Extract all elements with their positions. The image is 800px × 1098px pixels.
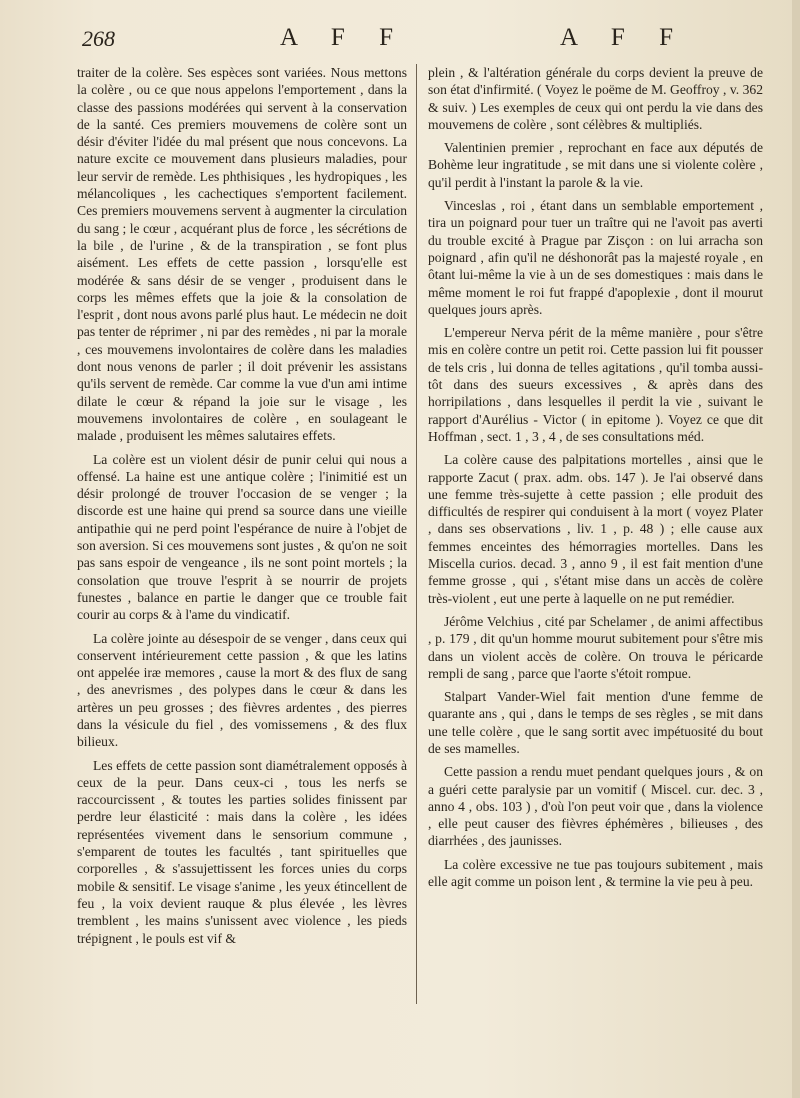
paragraph: La colère est un violent désir de punir celui qui nous a offensé. La haine est une antique colère ; l'inimitié est un désir prolongé de trouver l'occasion de se venger ; la discorde est une haine qui prend sa source dans une vieille antipathie qui ne perd point l'espérance de nuire à l'objet de son aversion. Si ces mouvemens sont justes , & qu'on ne soit pas sans espoir de vengeance , ils ne sont point mortels ; la consolation que trouve l'esprit à se nourrir de projets funestes , balance en partie le danger que ce trouble fait courir au corps & à l'ame du vindicatif. xyxy=(77,451,407,623)
page-edge xyxy=(792,0,800,1098)
running-head-left: A F F xyxy=(280,24,407,51)
paragraph: Valentinien premier , reprochant en face aux députés de Bohème leur ingratitude , se mit dans une si violente colère , qu'il perdit à l'instant la parole & la vie. xyxy=(428,140,763,190)
paragraph: plein , & l'altération générale du corps devient la preuve de son état d'infirmité. ( Voyez le poëme de M. Geoffroy , v. 362 & suiv. ) Les exemples de ceux qui ont perdu la vie dans des mouvemens de colère , sont célèbres & multipliés. xyxy=(428,65,763,132)
paragraph: traiter de la colère. Ses espèces sont variées. Nous mettons la colère , ou ce que nous appelons l'emportement , dans la classe des passions modérées qui servent à la conservation de la santé. Ces premiers mouvemens de colère sont un désir d'éviter l'idée du mal présent que nous concevons. La nature excite ce mouvement dans plusieurs maladies, pour leur servir de remède. Les phthisiques , les hydropiques , les mélancoliques , les cachectiques s'emportent facilement. Ces premiers mouvemens servent à augmenter la circulation du sang ; le cœur , acquérant plus de force , les sécrétions de la bile , de l'urine , & de la transpiration , se font plus aisément. Les effets de cette passion , lorsqu'elle est modérée & sans désir de se venger , produisent dans le corps les mêmes effets que la joie & la consolation de l'esprit , dont nous avons parlé plus haut. Le médecin ne doit pas tenter de réprimer , ni par des remèdes , ni par la morale , ces mouvemens involontaires de colère dans les maladies dont nous venons de parler ; il doit prévenir les assistans qu'ils servent de remède. Car comme la vue d'un ami intime dilate le cœur & répand la joie sur le visage , les mouvemens involontaires de colère , en soulageant le malade , produisent les mêmes salutaires effets. xyxy=(77,65,407,444)
paragraph: La colère cause des palpitations mortelles , ainsi que le rapporte Zacut ( prax. adm. obs. 147 ). Je l'ai observé dans une femme très-sujette à cette passion ; elle produit des difficultés de respirer qui conduisent à la mort ( voyez Plater , dans ses observations , liv. 1 , p. 48 ) ; elle cause aux femmes enceintes des hémorragies mortelles. Dans les Miscella curios. decad. 3 , anno 9 , il est fait mention d'une femme grosse , qui , s'étant mise dans un accès de colère très-violent , eut une perte à laquelle on ne put remédier. xyxy=(428,452,763,606)
paragraph: Stalpart Vander-Wiel fait mention d'une femme de quarante ans , qui , dans le temps de ses règles , se mit dans une telle colère , que le sang sortit avec impétuosité du bout de ses mamelles. xyxy=(428,689,763,756)
paragraph: La colère excessive ne tue pas toujours subitement , mais elle agit comme un poison lent , & termine la vie peu à peu. xyxy=(428,856,763,890)
right-column xyxy=(428,64,763,890)
page-header xyxy=(70,22,740,56)
paragraph: Jérôme Velchius , cité par Schelamer , de animi affectibus , p. 179 , dit qu'un homme mourut subitement pour s'être mis dans un violent accès de colère. On trouva le péricarde rempli de sang , parce que l'aorte s'étoit rompue. xyxy=(428,613,763,681)
page-number: 268 xyxy=(82,26,115,51)
column-divider xyxy=(416,64,417,1004)
left-column xyxy=(77,64,407,947)
paragraph: Vinceslas , roi , étant dans un semblable emportement , tira un poignard pour tuer un traître qui ne l'avoit pas averti du trouble excité à Prague par Zisçon : on lui arracha son poignard , afin qu'il ne déshonorât pas la majesté royale , en ôtant lui-même la vie à un de ses domestiques : mais dans le même moment le roi fut frappé d'apoplexie , dont il mourut quelques jours après. xyxy=(428,198,763,317)
paragraph: Cette passion a rendu muet pendant quelques jours , & on a guéri cette paralysie par un vomitif ( Miscel. cur. dec. 3 , anno 4 , obs. 103 ) , d'où l'on peut voir que , dans la violence , elle peut causer des fièvres éphémères , bilieuses , des diarrhées , des jaunisses. xyxy=(428,764,763,849)
paragraph: L'empereur Nerva périt de la même manière , pour s'être mis en colère contre un petit roi. Cette passion lui fit pousser de tels cris , lui donna de telles agitations , qu'il tomba aussi-tôt dans des sueurs excessives , & après dans des horripilations , dans lesquelles il perdit la vie , suivant le rapport d'Aurélius - Victor ( in epitome ). Voyez ce que dit Hoffman , sect. 1 , 3 , 4 , de ses consultations méd. xyxy=(428,325,763,444)
paragraph: Les effets de cette passion sont diamétralement opposés à ceux de la peur. Dans ceux-ci , tous les nerfs se raccourcissent , & toutes les parties solides finissent par perdre leur élasticité : mais dans la colère , les idées représentées vivement dans le sensorium commune , s'emparent de toutes les facultés , tant spirituelles que corporelles , & s'assujettissent les forces unies du corps mobile & sensitif. Le visage s'anime , les yeux étincellent de feu , la voix devient rauque & plus élevée , les lèvres tremblent , les mains s'unissent avec violence , les pieds trépignent , le pouls est vif & xyxy=(77,757,407,946)
running-head-right: A F F xyxy=(560,24,687,51)
paragraph: La colère jointe au désespoir de se venger , dans ceux qui conservent intérieurement cette passion , & que les latins ont appelée iræ memores , cause la mort & des flux de sang , des anevrismes , des polypes dans le cœur & dans les artères un peu grosses ; des fièvres ardentes , des pierres dans la vésicule du fiel , des vomissemens , & des flux bilieux. xyxy=(77,630,407,750)
